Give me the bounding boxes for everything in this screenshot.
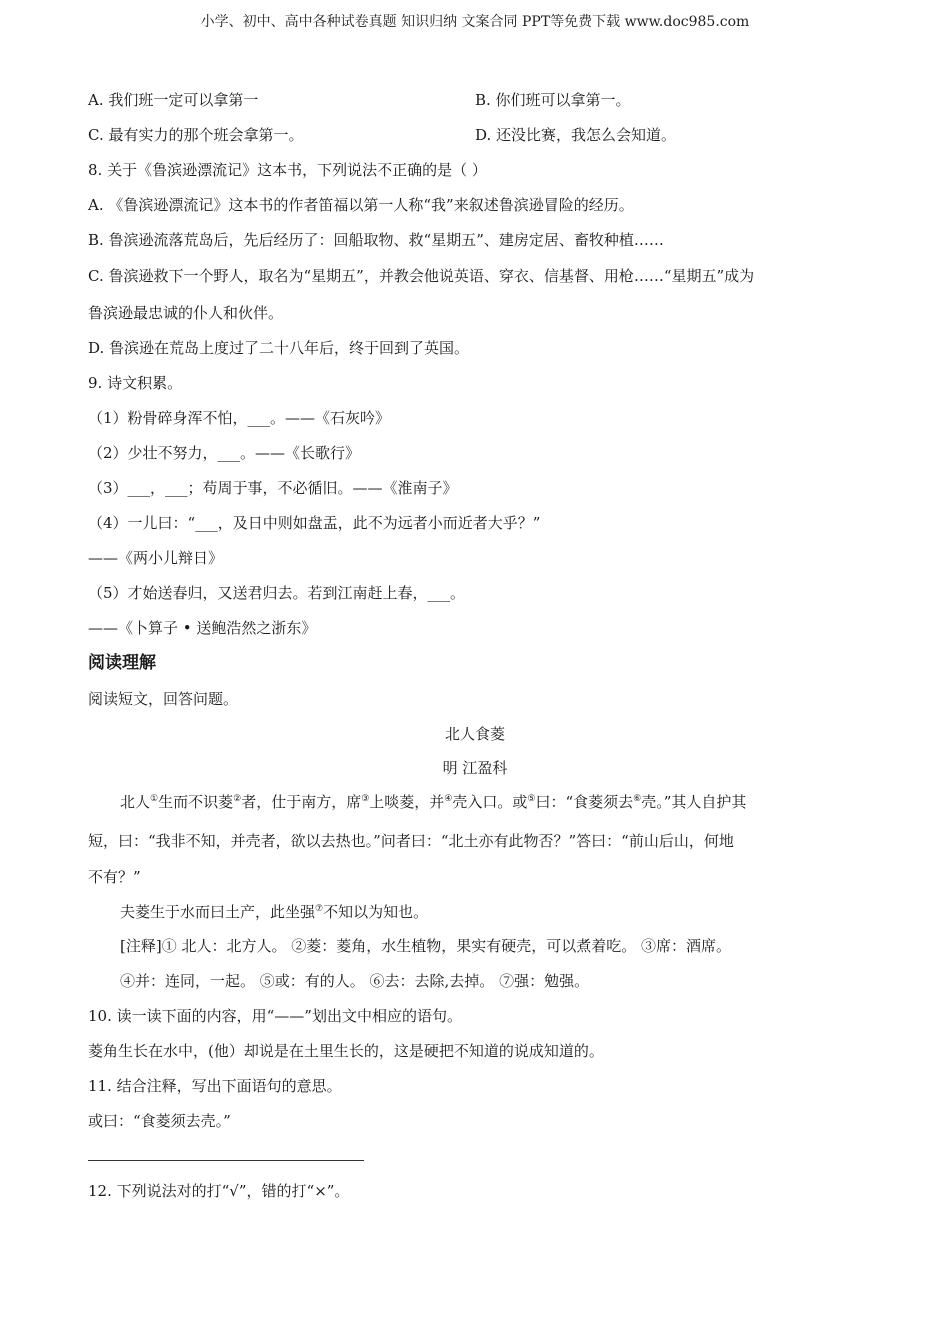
- text-run: 夫菱生于水而曰土产，此坐强: [120, 903, 316, 921]
- answer-line: [88, 1160, 364, 1161]
- note-marker: ④: [444, 794, 453, 804]
- text-run: 壳入口。或: [452, 793, 528, 811]
- text-run: 曰：“食菱须去: [535, 793, 634, 811]
- section-title: 阅读理解: [88, 653, 156, 673]
- q9-item-2: （2）少壮不努力，___。——《长歌行》: [88, 444, 361, 462]
- q8-option-c-line1: C. 鲁滨逊救下一个野人，取名为“星期五”，并教会他说英语、穿衣、信基督、用枪……“星期五”成为: [88, 267, 755, 285]
- passage-paragraph1-line2: 短，曰：“我非不知，并壳者，欲以去热也。”问者曰：“北土亦有此物否？”答曰：“前山后山，何地: [88, 832, 734, 850]
- annotation-line2: ④并：连同，一起。 ⑤或：有的人。 ⑥去：去除,去掉。 ⑦强：勉强。: [120, 972, 590, 990]
- passage-author: 明 江盈科: [442, 759, 508, 777]
- note-marker: ①: [150, 794, 159, 804]
- q8-stem: 8. 关于《鲁滨逊漂流记》这本书，下列说法不正确的是（ ）: [88, 161, 487, 179]
- q9-item-4: （4）一儿曰：“___，及日中则如盘盂，此不为远者小而近者大乎？”: [88, 514, 541, 532]
- text-run: 北人: [120, 793, 151, 811]
- text-run: 上啖菱，并: [369, 793, 445, 811]
- q9-item-5: （5）才始送春归，又送君归去。若到江南赶上春，___。: [88, 584, 466, 602]
- q7-option-c: C. 最有实力的那个班会拿第一。: [88, 126, 304, 144]
- note-marker: ⑤: [527, 794, 536, 804]
- q8-option-d: D. 鲁滨逊在荒岛上度过了二十八年后，终于回到了英国。: [88, 339, 470, 357]
- q9-item-4-source: ——《两小儿辩日》: [88, 549, 224, 567]
- text-run: 生而不识菱: [158, 793, 234, 811]
- q8-option-a: A. 《鲁滨逊漂流记》这本书的作者笛福以第一人称“我”来叙述鲁滨逊冒险的经历。: [88, 196, 634, 214]
- note-marker: ③: [361, 794, 370, 804]
- text-run: 者，仕于南方，席: [241, 793, 362, 811]
- q9-item-5-source: ——《卜算子 • 送鲍浩然之浙东》: [88, 619, 317, 637]
- q11-stem: 11. 结合注释，写出下面语句的意思。: [88, 1077, 342, 1095]
- q10-body: 菱角生长在水中，(他）却说是在土里生长的，这是硬把不知道的说成知道的。: [88, 1042, 604, 1060]
- q7-option-d: D. 还没比赛，我怎么会知道。: [475, 126, 677, 144]
- note-marker: ⑥: [633, 794, 642, 804]
- q7-option-a: A. 我们班一定可以拿第一: [88, 91, 259, 109]
- q8-option-c-line2: 鲁滨逊最忠诚的仆人和伙伴。: [88, 304, 284, 322]
- q7-option-b: B. 你们班可以拿第一。: [475, 91, 631, 109]
- passage-paragraph1-line1: [120, 792, 746, 812]
- reading-instruction: 阅读短文，回答问题。: [88, 690, 239, 708]
- q11-body: 或曰：“食菱须去壳。”: [88, 1112, 231, 1130]
- q8-option-b: B. 鲁滨逊流落荒岛后，先后经历了：回船取物、救“星期五”、建房定居、畜牧种植……: [88, 231, 664, 249]
- q12-stem: 12. 下列说法对的打“√”，错的打“×”。: [88, 1182, 350, 1200]
- q9-stem: 9. 诗文积累。: [88, 374, 183, 392]
- note-marker: ②: [233, 794, 242, 804]
- q9-item-3: （3）___，___；苟周于事，不必循旧。——《淮南子》: [88, 479, 458, 497]
- passage-title: 北人食菱: [444, 725, 505, 743]
- q10-stem: 10. 读一读下面的内容，用“——”划出文中相应的语句。: [88, 1007, 462, 1025]
- note-marker: ⑦: [315, 904, 324, 914]
- text-run: 壳。”其人自护其: [641, 793, 747, 811]
- page-header: 小学、初中、高中各种试卷真题 知识归纳 文案合同 PPT等免费下载 www.doc985.com: [200, 14, 750, 30]
- q9-item-1: （1）粉骨碎身浑不怕，___。——《石灰吟》: [88, 409, 391, 427]
- annotation-line1: [注释]① 北人：北方人。 ②菱：菱角，水生植物，果实有硬壳，可以煮着吃。 ③席：酒席。: [120, 937, 732, 955]
- text-run: 不知以为知也。: [323, 903, 429, 921]
- passage-paragraph1-line3: 不有？”: [88, 868, 141, 886]
- passage-paragraph2: [120, 902, 428, 922]
